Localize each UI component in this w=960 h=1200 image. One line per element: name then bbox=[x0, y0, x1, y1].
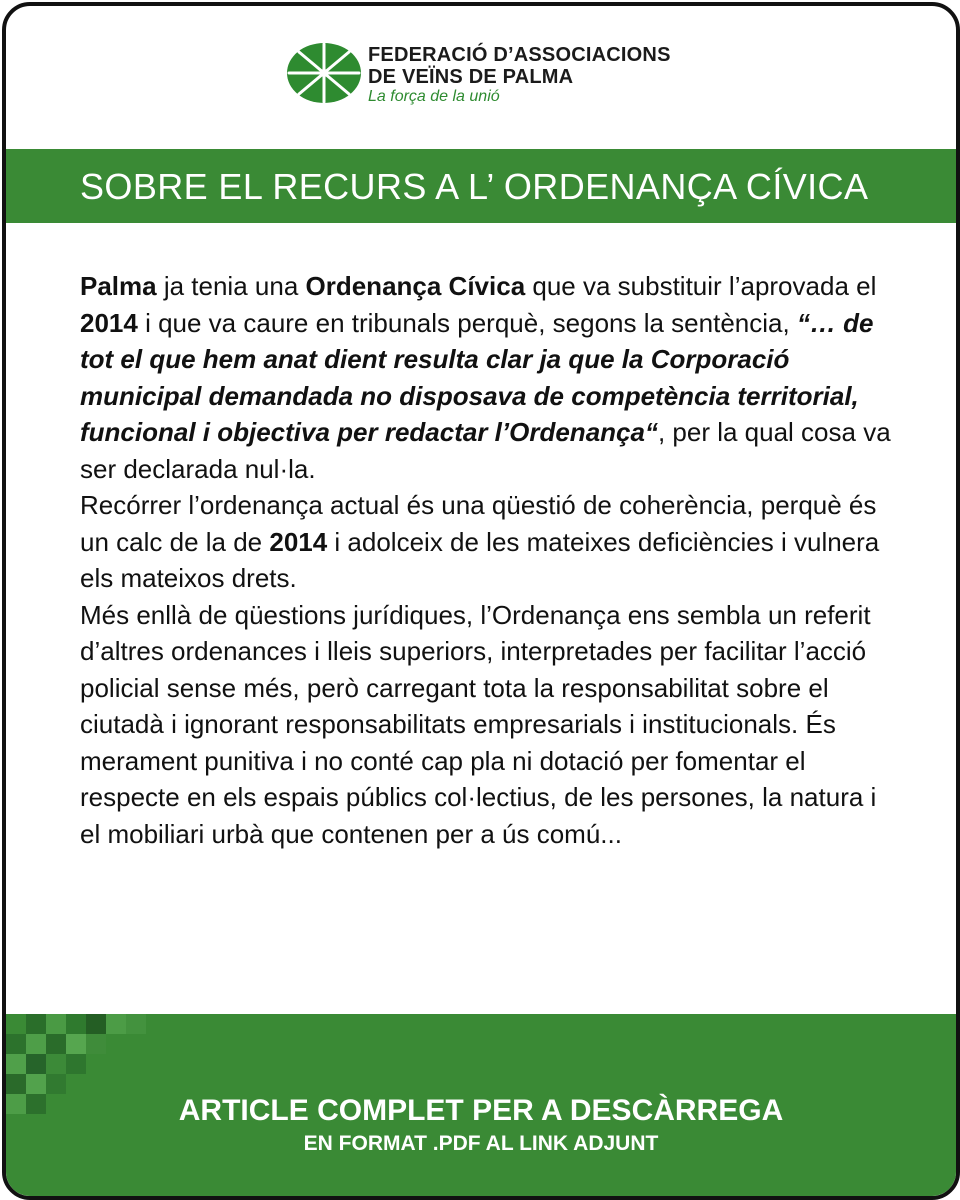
bold-year: 2014 bbox=[269, 526, 328, 557]
cta-title: ARTICLE COMPLET PER A DESCÀRREGA bbox=[178, 1094, 784, 1127]
starburst-logo-icon bbox=[284, 40, 364, 106]
paragraph-3: Més enllà de qüestions jurídiques, l’Ordenança ens sembla un referit d’altres ordenances i lleis superiors, interpretades per facilitar l’acció policial sense més, però carregant tota la responsabilitat sobre el ciutadà i ignorant responsabilitats empresarials i institucionals. És merament punitiva i no conté cap pla ni dotació per fomentar el respecte en els espais públics col·lectius, de les persones, la natura i el mobiliari urbà que contenen per a ús comú... bbox=[80, 599, 877, 849]
paragraph-2: Recórrer l’ordenança actual és una qüestió de coherència, perquè és un calc de la de 2014 i adolceix de les mateixes deficiències i vulnera els mateixos drets. bbox=[80, 490, 880, 593]
footer-banner bbox=[6, 1014, 956, 1196]
page-title: SOBRE EL RECURS A L’ ORDENANÇA CÍVICA bbox=[80, 166, 869, 207]
article-body bbox=[80, 268, 900, 852]
org-name-line1: FEDERACIÓ D’ASSOCIACIONS bbox=[368, 44, 671, 66]
org-name-line2: DE VEÏNS DE PALMA bbox=[368, 66, 574, 88]
title-banner bbox=[6, 149, 956, 223]
bold-ordenanca: Ordenança Cívica bbox=[305, 271, 526, 301]
bold-year: 2014 bbox=[80, 307, 138, 338]
court-quote: “… de tot el que hem anat dient resulta clar ja que la Corporació municipal demandada no disposava de competència territorial, funcional i objectiva per redactar l’Ordenança“ bbox=[80, 307, 874, 447]
poster-card bbox=[2, 2, 960, 1200]
bold-palma: Palma bbox=[80, 271, 157, 301]
org-tagline: La força de la unió bbox=[368, 88, 500, 105]
paragraph-1: Palma ja tenia una Ordenança Cívica que va substituir l’aprovada el 2014 i que va caure en tribunals perquè, segons la sentència, “… de tot el que hem anat dient resulta clar ja que la Corporació municipal demandada no disposava de competència territorial, funcional i objectiva per redactar l’Ordenança“, per la qual cosa va ser declarada nul·la. bbox=[80, 271, 891, 484]
cta-subtitle: EN FORMAT .PDF AL LINK ADJUNT bbox=[303, 1132, 659, 1155]
org-logo bbox=[284, 40, 704, 110]
